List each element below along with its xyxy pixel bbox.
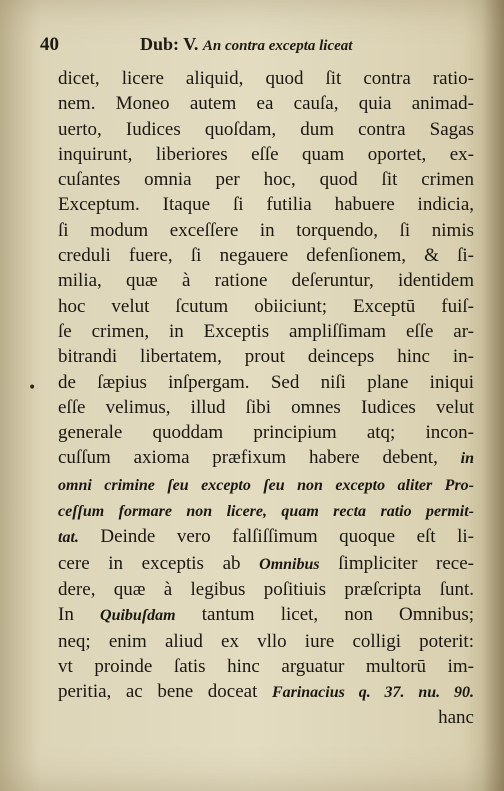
line-text: In xyxy=(58,604,101,626)
line-text: ſi modum exceſſere in torquendo, ſi nimis xyxy=(58,219,474,241)
text-line xyxy=(58,679,474,705)
line-text: bitrandi libertatem, prout deinceps hinc in- xyxy=(58,346,474,368)
line-text: vt proinde ſatis hinc arguatur multorū im- xyxy=(58,655,474,677)
catchword: hanc xyxy=(438,707,474,729)
italic-text: in xyxy=(460,450,474,468)
line-text: cuſantes omnia per hoc, quod ſit crimen xyxy=(58,169,474,191)
italic-text: Omnibus xyxy=(259,555,320,573)
line-text: peritia, ac bene doceat xyxy=(58,681,272,703)
body-text xyxy=(58,66,474,731)
line-text: Deinde vero falſiſſimum quoque eſt li- xyxy=(78,526,474,548)
italic-text: Farinacius q. 37. nu. 90. xyxy=(271,684,474,702)
text-line xyxy=(58,472,474,498)
line-text: ſe crimen, in Exceptis ampliſſimam eſſe ar- xyxy=(58,320,474,342)
header-title xyxy=(140,34,352,55)
text-line xyxy=(58,629,474,654)
text-line xyxy=(58,268,474,293)
line-text: eſſe velimus, illud ſibi omnes Iudices velut xyxy=(58,396,474,418)
line-text: milia, quæ à ratione deſeruntur, identidem xyxy=(58,270,474,292)
line-text: de ſæpius inſpergam. Sed niſi plane iniqui xyxy=(58,371,474,393)
line-text: neq; enim aliud ex vllo iure colligi poterit: xyxy=(58,630,474,652)
text-line xyxy=(58,654,474,679)
line-text: ſimpliciter rece- xyxy=(319,552,474,574)
italic-text: tat. xyxy=(58,529,79,547)
text-line xyxy=(58,243,474,268)
italic-text: ceſſum formare non licere, quam recta ratio permit- xyxy=(58,503,474,521)
text-line xyxy=(58,344,474,369)
text-line xyxy=(58,319,474,344)
text-line xyxy=(58,551,474,577)
text-line xyxy=(58,420,474,445)
italic-text: Quibuſdam xyxy=(100,607,176,625)
page-edge-shadow xyxy=(482,0,504,791)
line-text: nem. Moneo autem ea cauſa, quia animad- xyxy=(58,93,474,115)
line-text: hoc velut ſcutum obiiciunt; Exceptū fuiſ- xyxy=(58,295,474,317)
text-line xyxy=(58,445,474,471)
line-text: creduli fuere, ſi negauere defenſionem, & ſi- xyxy=(58,245,474,267)
line-text: dere, quæ à legibus poſitiuis præſcripta ſunt. xyxy=(58,578,474,600)
line-text: Exceptum. Itaque ſi futilia habuere indicia, xyxy=(58,194,474,216)
running-header xyxy=(40,34,470,58)
text-line xyxy=(58,192,474,217)
page-number: 40 xyxy=(40,34,59,55)
text-line xyxy=(58,602,474,628)
line-text: tantum licet, non Omnibus; xyxy=(175,604,474,626)
line-text: dicet, licere aliquid, quod ſit contra ratio- xyxy=(58,68,474,89)
text-line xyxy=(58,577,474,602)
line-text: generale quoddam principium atq; incon- xyxy=(58,422,474,444)
header-title-italic: An contra excepta liceat xyxy=(202,38,353,54)
text-line xyxy=(58,395,474,420)
text-line xyxy=(58,66,474,91)
text-line xyxy=(58,498,474,524)
text-line xyxy=(58,167,474,192)
italic-text: omni crimine ſeu excepto ſeu non excepto aliter Pro- xyxy=(58,476,474,494)
header-title-roman: Dub: V. xyxy=(140,34,199,54)
text-line xyxy=(58,218,474,243)
text-line xyxy=(58,142,474,167)
line-text: inquirunt, liberiores eſſe quam oportet, ex- xyxy=(58,143,474,165)
line-text: cuſſum axioma præfixum habere debent, xyxy=(58,447,461,469)
margin-dot-mark: • xyxy=(28,380,37,396)
text-line xyxy=(58,117,474,142)
line-text: uerto, Iudices quoſdam, dum contra Sagas xyxy=(58,118,474,140)
line-text: cere in exceptis ab xyxy=(58,552,260,574)
text-line xyxy=(58,524,474,550)
text-line xyxy=(58,294,474,319)
text-line xyxy=(58,91,474,116)
text-line xyxy=(58,370,474,395)
